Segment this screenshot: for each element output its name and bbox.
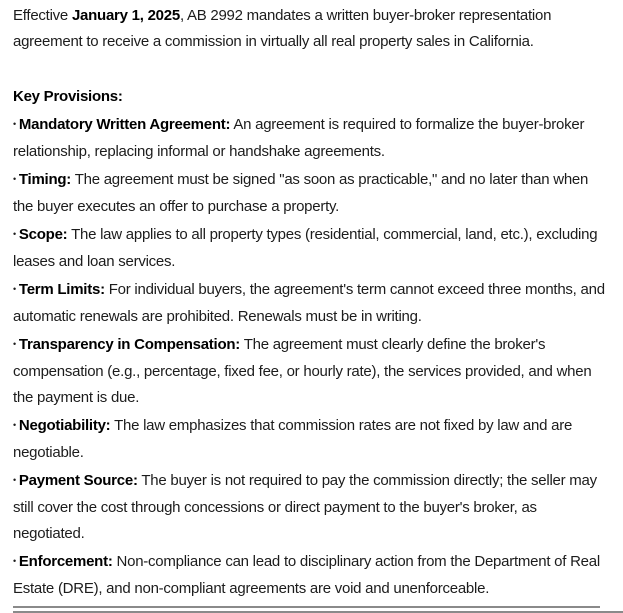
provision-label: Payment Source: (18, 472, 138, 489)
provision-text: The agreement must clearly define the broker's compensation (e.g., percentage, fixed fee, or hourly rate), the services provided, and when the payment is due. (13, 336, 592, 406)
provision-text: The law applies to all property types (residential, commercial, land, etc.), excluding leases and loan services. (13, 226, 598, 270)
provision-text: An agreement is required to formalize the buyer-broker relationship, replacing informal or handshake agreements. (13, 116, 585, 160)
provision-item-transparency-in-compensation (13, 332, 611, 411)
provision-text: The law emphasizes that commission rates are not fixed by law and are negotiable. (13, 417, 573, 461)
provision-text: The agreement must be signed "as soon as practicable," and no later than when the buyer executes an offer to purchase a property. (13, 171, 589, 215)
rule-line-top (13, 606, 600, 608)
provision-item-mandatory-written-agreement (13, 112, 611, 165)
provision-label: Negotiability: (18, 417, 111, 434)
provision-text: The buyer is not required to pay the commission directly; the seller may still cover the cost through concessions or direct payment to the buyer's broker, as negotiated. (13, 472, 597, 542)
provision-item-payment-source (13, 468, 611, 547)
intro-suffix: , AB 2992 mandates a written buyer-broker representation agreement to receive a commission in virtually all real property sales in California. (13, 7, 552, 50)
key-provisions-heading: Key Provisions: (13, 88, 123, 105)
effective-date: January 1, 2025 (71, 7, 180, 24)
provision-label: Transparency in Compensation: (18, 336, 241, 353)
provision-item-scope (13, 222, 611, 275)
intro-prefix: Effective (13, 7, 69, 24)
provision-item-timing (13, 167, 611, 220)
double-rule (13, 606, 611, 613)
provision-label: Timing: (18, 171, 72, 188)
provision-item-negotiability (13, 413, 611, 466)
intro-paragraph (13, 3, 611, 55)
provision-label: Term Limits: (18, 281, 105, 298)
provision-label: Scope: (18, 226, 68, 243)
provision-item-enforcement (13, 549, 611, 602)
provision-list (13, 112, 611, 602)
provision-text: For individual buyers, the agreement's term cannot exceed three months, and automatic renewals are prohibited. Renewals must be in writing. (13, 281, 605, 325)
provision-text: Non-compliance can lead to disciplinary action from the Department of Real Estate (DRE), and non-compliant agreements are void and unenforceable. (13, 553, 600, 597)
provision-item-term-limits (13, 277, 611, 330)
provision-label: Mandatory Written Agreement: (18, 116, 231, 133)
provision-label: Enforcement: (18, 553, 113, 570)
